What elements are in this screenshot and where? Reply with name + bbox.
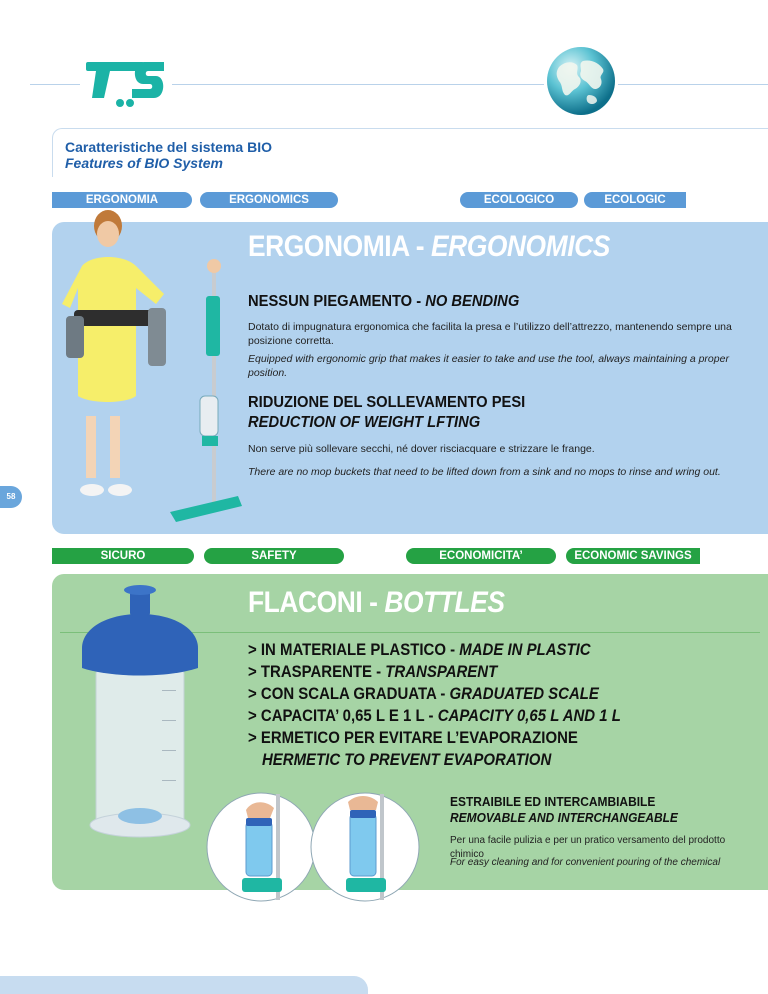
- tag-ecologic: ECOLOGIC: [584, 192, 686, 208]
- removable-text-it: Per una facile pulizia e per un pratico versamento del prodotto chimico: [450, 835, 726, 860]
- header-rule: [618, 84, 768, 85]
- bottle-bullet: [248, 662, 497, 682]
- footer-bar: [0, 976, 368, 994]
- tag-ergonomics: ERGONOMICS: [200, 192, 338, 208]
- weight-text-en: There are no mop buckets that need to be lifted down from a sink and no mops to rinse and wring out.: [248, 466, 721, 478]
- ergonomics-title-it: ERGONOMIA -: [248, 230, 431, 263]
- subtitle-en: Features of BIO System: [65, 155, 223, 171]
- no-bending-title-it: NESSUN PIEGAMENTO -: [248, 293, 426, 310]
- ergonomics-title: [248, 230, 610, 264]
- detail-photo-left: [206, 792, 316, 902]
- bottle-bullet: [248, 706, 621, 726]
- bottle-illustration: [62, 580, 212, 842]
- header-rule: [172, 84, 544, 85]
- brand-logo: [80, 58, 170, 110]
- bottles-title-en: BOTTLES: [384, 586, 505, 619]
- removable-text-en: For easy cleaning and for convenient pouring of the chemical: [450, 857, 721, 868]
- page-number: 58: [0, 486, 22, 508]
- bullet-it: > CAPACITA’ 0,65 L E 1 L -: [248, 706, 438, 725]
- weight-text-it: Non serve più sollevare secchi, né dover risciacquare e strizzare le frange.: [248, 443, 595, 455]
- no-bending-text-en: Equipped with ergonomic grip that makes it easier to take and use the tool, always maintaining a proper position.: [248, 353, 729, 379]
- subtitle-box: [52, 128, 768, 177]
- globe-icon: [545, 45, 617, 117]
- removable-title-en: [450, 810, 678, 825]
- header-rule: [30, 84, 80, 85]
- bottles-title: [248, 586, 505, 620]
- no-bending-title-en: NO BENDING: [425, 293, 520, 310]
- bottle-bullet: [248, 728, 578, 748]
- weight-title-en-text: REDUCTION OF WEIGHT LFTING: [248, 414, 481, 431]
- removable-title-en-text: REMOVABLE AND INTERCHANGEABLE: [450, 810, 678, 825]
- tag-ergonomia: ERGONOMIA: [52, 192, 192, 208]
- removable-title-it: ESTRAIBILE ED INTERCAMBIABILE: [450, 794, 656, 809]
- bullet-it: > TRASPARENTE -: [248, 662, 386, 681]
- bullet-it: > IN MATERIALE PLASTICO -: [248, 640, 460, 659]
- bottle-bullet: [248, 640, 591, 660]
- no-bending-title: [248, 293, 519, 311]
- bullet-it: > CON SCALA GRADUATA -: [248, 684, 450, 703]
- subtitle-it: Caratteristiche del sistema BIO: [65, 139, 272, 155]
- bottles-title-it: FLACONI -: [248, 586, 385, 619]
- weight-title-en: [248, 414, 480, 432]
- bullet-en: CAPACITY 0,65 L AND 1 L: [437, 706, 621, 725]
- bullet-en: GRADUATED SCALE: [449, 684, 599, 703]
- bullet-it: > ERMETICO PER EVITARE L’EVAPORAZIONE: [248, 728, 578, 747]
- bullet-en: HERMETIC TO PREVENT EVAPORATION: [262, 750, 552, 769]
- bullet-en: MADE IN PLASTIC: [459, 640, 591, 659]
- tag-safety: SAFETY: [204, 548, 344, 564]
- bottle-bullet: [248, 684, 599, 704]
- weight-title-it: RIDUZIONE DEL SOLLEVAMENTO PESI: [248, 394, 526, 411]
- tag-economic-savings: ECONOMIC SAVINGS: [566, 548, 700, 564]
- detail-photo-right: [310, 792, 420, 902]
- no-bending-text-it: Dotato di impugnatura ergonomica che facilita la presa e l’utilizzo dell’attrezzo, mantenendo sempre una posizione corretta.: [248, 321, 732, 347]
- tag-economicita: ECONOMICITA’: [406, 548, 556, 564]
- tag-ecologico: ECOLOGICO: [460, 192, 578, 208]
- bottle-bullet-continued: [262, 750, 551, 770]
- ergonomics-title-en: ERGONOMICS: [430, 230, 610, 263]
- svg-text:TS: TS: [130, 88, 132, 89]
- tag-sicuro: SICURO: [52, 548, 194, 564]
- worker-illustration: [52, 206, 242, 534]
- bullet-en: TRANSPARENT: [385, 662, 498, 681]
